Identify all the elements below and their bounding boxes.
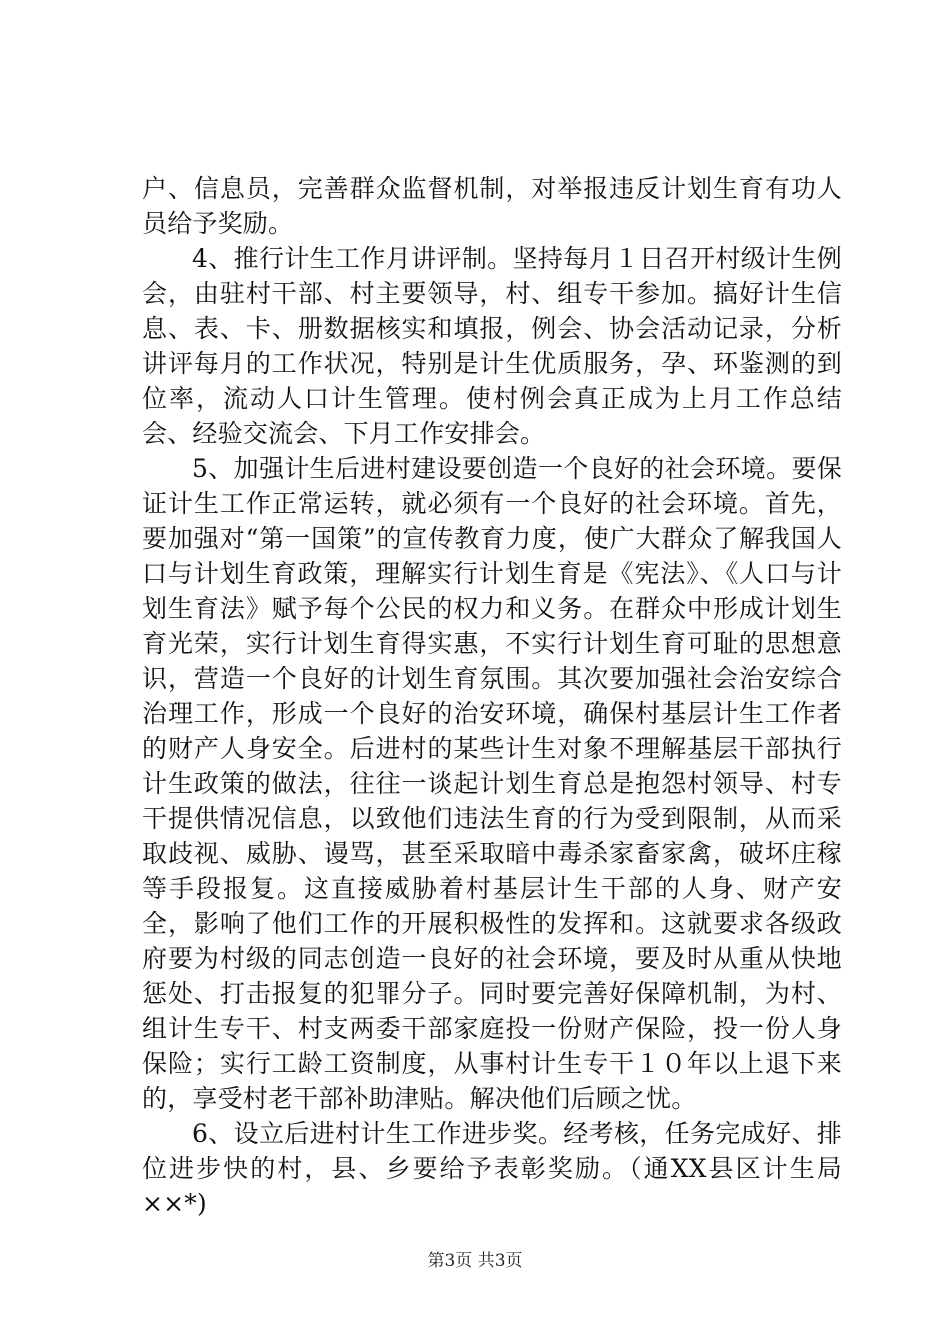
paragraph-continuation: 户、信息员，完善群众监督机制，对举报违反计划生育有功人员给予奖励。 xyxy=(142,174,842,238)
document-body xyxy=(142,171,842,1221)
page-number-footer: 第3页 共3页 xyxy=(427,1251,523,1271)
paragraph-item-6: 6、设立后进村计生工作进步奖。经考核，任务完成好、排位进步快的村，县、乡要给予表彰奖励。（通XX县区计生局××*) xyxy=(142,1119,842,1218)
paragraph-item-4: 4、推行计生工作月讲评制。坚持每月１日召开村级计生例会，由驻村干部、村主要领导，村、组专干参加。搞好计生信息、表、卡、册数据核实和填报，例会、协会活动记录，分析讲评每月的工作状况，特别是计生优质服务，孕、环鉴测的到位率，流动人口计生管理。使村例会真正成为上月工作总结会、经验交流会、下月工作安排会。 xyxy=(142,244,842,448)
paragraph-item-5: 5、加强计生后进村建设要创造一个良好的社会环境。要保证计生工作正常运转，就必须有一个良好的社会环境。首先，要加强对“第一国策”的宣传教育力度，使广大群众了解我国人口与计划生育政策，理解实行计划生育是《宪法》、《人口与计划生育法》赋予每个公民的权力和义务。在群众中形成计划生育光荣，实行计划生育得实惠，不实行计划生育可耻的思想意识，营造一个良好的计划生育氛围。其次要加强社会治安综合治理工作，形成一个良好的治安环境，确保村基层计生工作者的财产人身安全。后进村的某些计生对象不理解基层干部执行计生政策的做法，往往一谈起计划生育总是抱怨村领导、村专干提供情况信息，以致他们违法生育的行为受到限制，从而采取歧视、威胁、谩骂，甚至采取暗中毒杀家畜家禽，破坏庄稼等手段报复。这直接威胁着村基层计生干部的人身、财产安全，影响了他们工作的开展积极性的发挥和。这就要求各级政府要为村级的同志创造一良好的社会环境，要及时从重从快地惩处、打击报复的犯罪分子。同时要完善好保障机制，为村、组计生专干、村支两委干部家庭投一份财产保险，投一份人身保险；实行工龄工资制度，从事村计生专干１０年以上退下来的，享受村老干部补助津贴。解决他们后顾之忧。 xyxy=(142,454,842,1113)
